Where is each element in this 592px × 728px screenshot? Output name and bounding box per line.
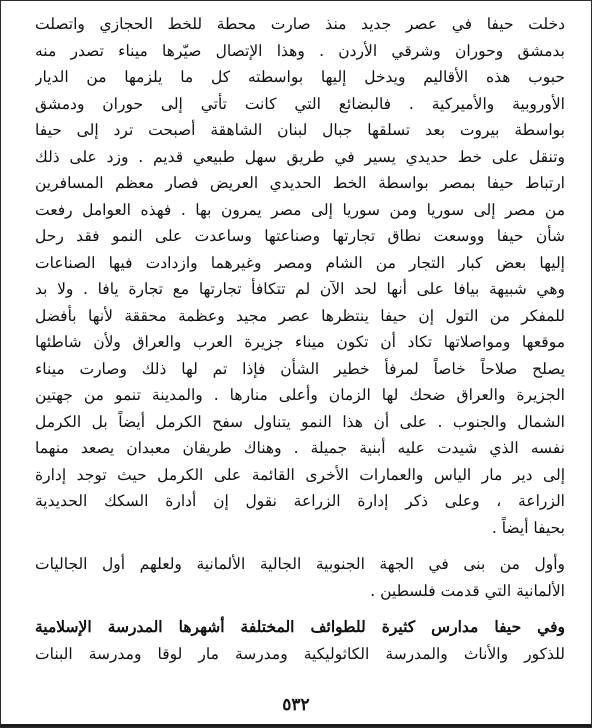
paragraph-schools xyxy=(35,614,565,667)
text-line: إليها بعض كبار التجار من الشام ومصر وغيرهما وازدادت فيها الصناعات xyxy=(35,253,565,272)
text-line: الألمانية التي قدمت فلسطين . xyxy=(370,581,565,600)
text-line: إلى دير مار الياس والعمارات الأخرى القائمة على الكرمل حيث توجد إدارة xyxy=(35,465,565,484)
text-line: الجزيرة والعراق ضحك لها الزمان وأعلى منارها . والمدينة تنمو من جهتين xyxy=(35,386,565,404)
text-line: بدمشق وحوران وشرقي الأردن . وهذا الإتصال صيّرها ميناء تصدر منه xyxy=(35,41,565,60)
text-line: للمفكر من التول إن حيفا ينتظرها عصر مجيد وعظمة محققة لأنها بأفضل xyxy=(35,306,565,325)
paragraph-haifa-history xyxy=(35,11,565,541)
text-line: حبوب هذه الأقاليم ويدخل إليها بواسطته كل ما يلزمها من الديار xyxy=(35,68,565,86)
text-line: وتنقل على خط حديدي يسير في طريق سهل طبيعي قديم . وزد على ذلك xyxy=(35,147,565,166)
paragraph-gap xyxy=(35,604,565,614)
text-line: نفسه الذي شيدت عليه أبنية جميلة . وهناك طريقان معبدان يصعد منهما xyxy=(35,439,565,457)
paragraph-german-colony xyxy=(35,551,565,604)
text-line: من مصر إلى سوريا ومن سوريا إلى مصر يمرون بها . فهذه العوامل رفعت xyxy=(35,200,565,219)
body-text xyxy=(35,11,565,667)
text-line: الشمال والجنوب . على أن هذا النمو يتناول سفح الكرمل أيضاً بل الكرمل xyxy=(35,412,565,431)
text-line: بواسطة بيروت بعد تسلقها جبال لبنان الشاهقة أصبحت ترد إلى حيفا xyxy=(35,121,565,139)
text-line: وأول من بنى في الجهة الجنوبية الجالية الألمانية ولعلهم أول الجاليات xyxy=(35,555,565,573)
text-line: وفي حيفا مدارس كثيرة للطوائف المختلفة أشهرها المدرسة الإسلامية xyxy=(35,617,565,636)
text-line: الزراعة ، وعلى ذكر إدارة الزراعة نقول إن أدارة السكك الحديدية xyxy=(35,492,565,510)
text-line: يصلح صلاحاً خاصاً لمرفأ خطير الشأن فإذا تم لها ذلك وصارت ميناء xyxy=(35,359,565,378)
text-line: وهي شبيهة بيافا على أنها لحد الآن لم تتكافأ تجارتها مع تجارة يافا . ولا بد xyxy=(35,280,565,298)
text-line: للذكور والأناث والمدرسة الكاثوليكية ومدرسة مار لوقا ومدرسة البنات xyxy=(35,644,565,663)
text-line: الأوروبية والأميركية . فالبضائع التي كانت تأتي إلى حوران ودمشق xyxy=(35,94,565,113)
page-number: ٥٣٢ xyxy=(282,695,310,715)
text-line: شأن حيفا ووسعت نطاق تجارتها وصناعتها وساعدت على النمو فقد رحل xyxy=(35,227,565,245)
text-line: دخلت حيفا في عصر جديد منذ صارت محطة للخط الحجازي واتصلت xyxy=(35,15,565,33)
text-line: ارتباط حيفا بمصر بواسطة الخط الحديدي العريض فصار معظم المسافرين xyxy=(35,174,565,192)
paragraph-gap xyxy=(35,541,565,551)
text-line: موقعها ومواصلاتها تكاد أن تكون ميناء جزيرة العرب والعراق ولأن شاطئها xyxy=(35,333,565,351)
text-line: بحيفا أيضاً . xyxy=(491,518,565,537)
